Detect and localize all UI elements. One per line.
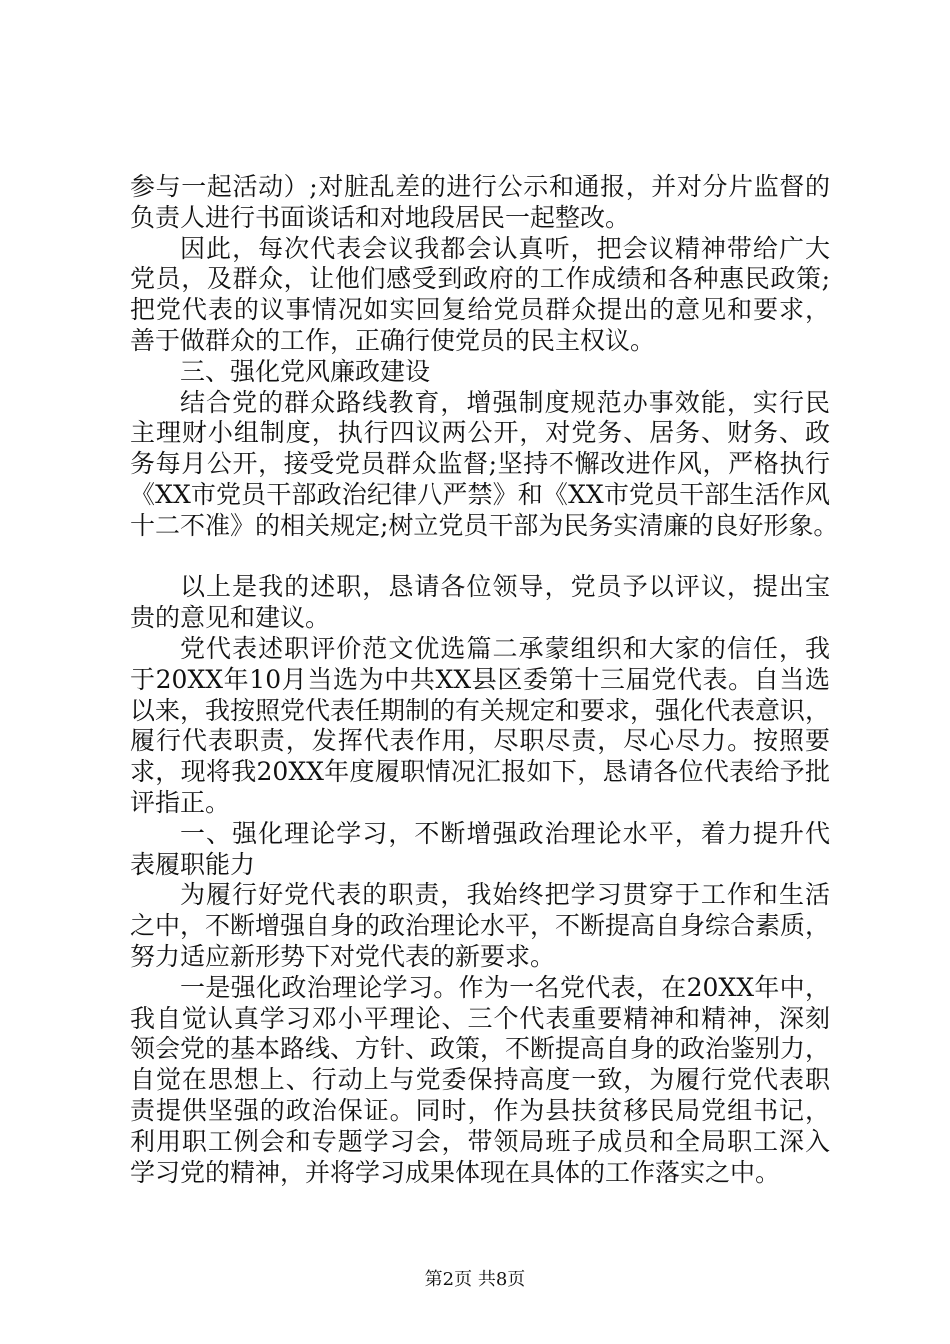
section-heading-continued: 表履职能力: [130, 849, 256, 879]
paragraph-line: 于20XX年10月当选为中共XX县区委第十三届党代表。自当选: [130, 664, 830, 694]
paragraph-line: 善于做群众的工作，正确行使党员的民主权议。: [130, 325, 656, 355]
paragraph-line: 以上是我的述职，恳请各位领导，党员予以评议，提出宝: [180, 572, 830, 602]
paragraph-line: 主理财小组制度，执行四议两公开，对党务、居务、财务、政: [130, 418, 830, 448]
paragraph-line: 之中，不断增强自身的政治理论水平，不断提高自身综合素质，: [130, 911, 831, 941]
paragraph-line: 党员，及群众，让他们感受到政府的工作成绩和各种惠民政策;: [130, 264, 830, 294]
paragraph-line: 《XX市党员干部政治纪律八严禁》和《XX市党员干部生活作风: [130, 479, 830, 509]
paragraph-line: 领会党的基本路线、方针、政策，不断提高自身的政治鉴别力，: [130, 1034, 831, 1064]
paragraph-line: 贵的意见和建议。: [130, 603, 331, 633]
paragraph-line: 结合党的群众路线教育，增强制度规范办事效能，实行民: [180, 387, 830, 417]
paragraph-line: 努力适应新形势下对党代表的新要求。: [130, 941, 556, 971]
paragraph-line: 一是强化政治理论学习。作为一名党代表，在20XX年中，: [180, 972, 830, 1002]
paragraph-line: 为履行好党代表的职责，我始终把学习贯穿于工作和生活: [180, 880, 830, 910]
section-heading: 三、强化党风廉政建设: [180, 356, 431, 386]
paragraph-line: 因此，每次代表会议我都会认真听，把会议精神带给广大: [180, 233, 830, 263]
paragraph-line: 求，现将我20XX年度履职情况汇报如下，恳请各位代表给予批: [130, 757, 830, 787]
paragraph-line: 我自觉认真学习邓小平理论、三个代表重要精神和精神，深刻: [130, 1003, 830, 1033]
paragraph-line: 利用职工例会和专题学习会，带领局班子成员和全局职工深入: [130, 1126, 830, 1156]
paragraph-line: 十二不准》的相关规定;树立党员干部为民务实清廉的良好形象。: [130, 510, 839, 540]
paragraph-line: 履行代表职责，发挥代表作用，尽职尽责，尽心尽力。按照要: [130, 726, 830, 756]
paragraph-line: 参与一起活动）;对脏乱差的进行公示和通报，并对分片监督的: [130, 172, 830, 201]
blank-line: [130, 542, 830, 573]
paragraph-line: 负责人进行书面谈话和对地段居民一起整改。: [130, 202, 631, 232]
paragraph-line: 把党代表的议事情况如实回复给党员群众提出的意见和要求，: [130, 295, 830, 325]
page-number-footer: 第2页 共8页: [424, 1269, 526, 1290]
paragraph-line: 以来，我按照党代表任期制的有关规定和要求，强化代表意识，: [130, 695, 831, 725]
paragraph-line: 党代表述职评价范文优选篇二承蒙组织和大家的信任，我: [180, 633, 830, 663]
paragraph-line: 评指正。: [130, 787, 231, 817]
paragraph-line: 务每月公开，接受党员群众监督;坚持不懈改进作风，严格执行: [130, 449, 830, 479]
section-heading: 一、强化理论学习，不断增强政治理论水平，着力提升代: [180, 818, 830, 848]
paragraph-line: 责提供坚强的政治保证。同时，作为县扶贫移民局党组书记，: [130, 1095, 830, 1125]
paragraph-line: 自觉在思想上、行动上与党委保持高度一致，为履行党代表职: [130, 1065, 830, 1095]
document-body: [130, 172, 839, 1188]
paragraph-line: 学习党的精神，并将学习成果体现在具体的工作落实之中。: [130, 1157, 781, 1187]
